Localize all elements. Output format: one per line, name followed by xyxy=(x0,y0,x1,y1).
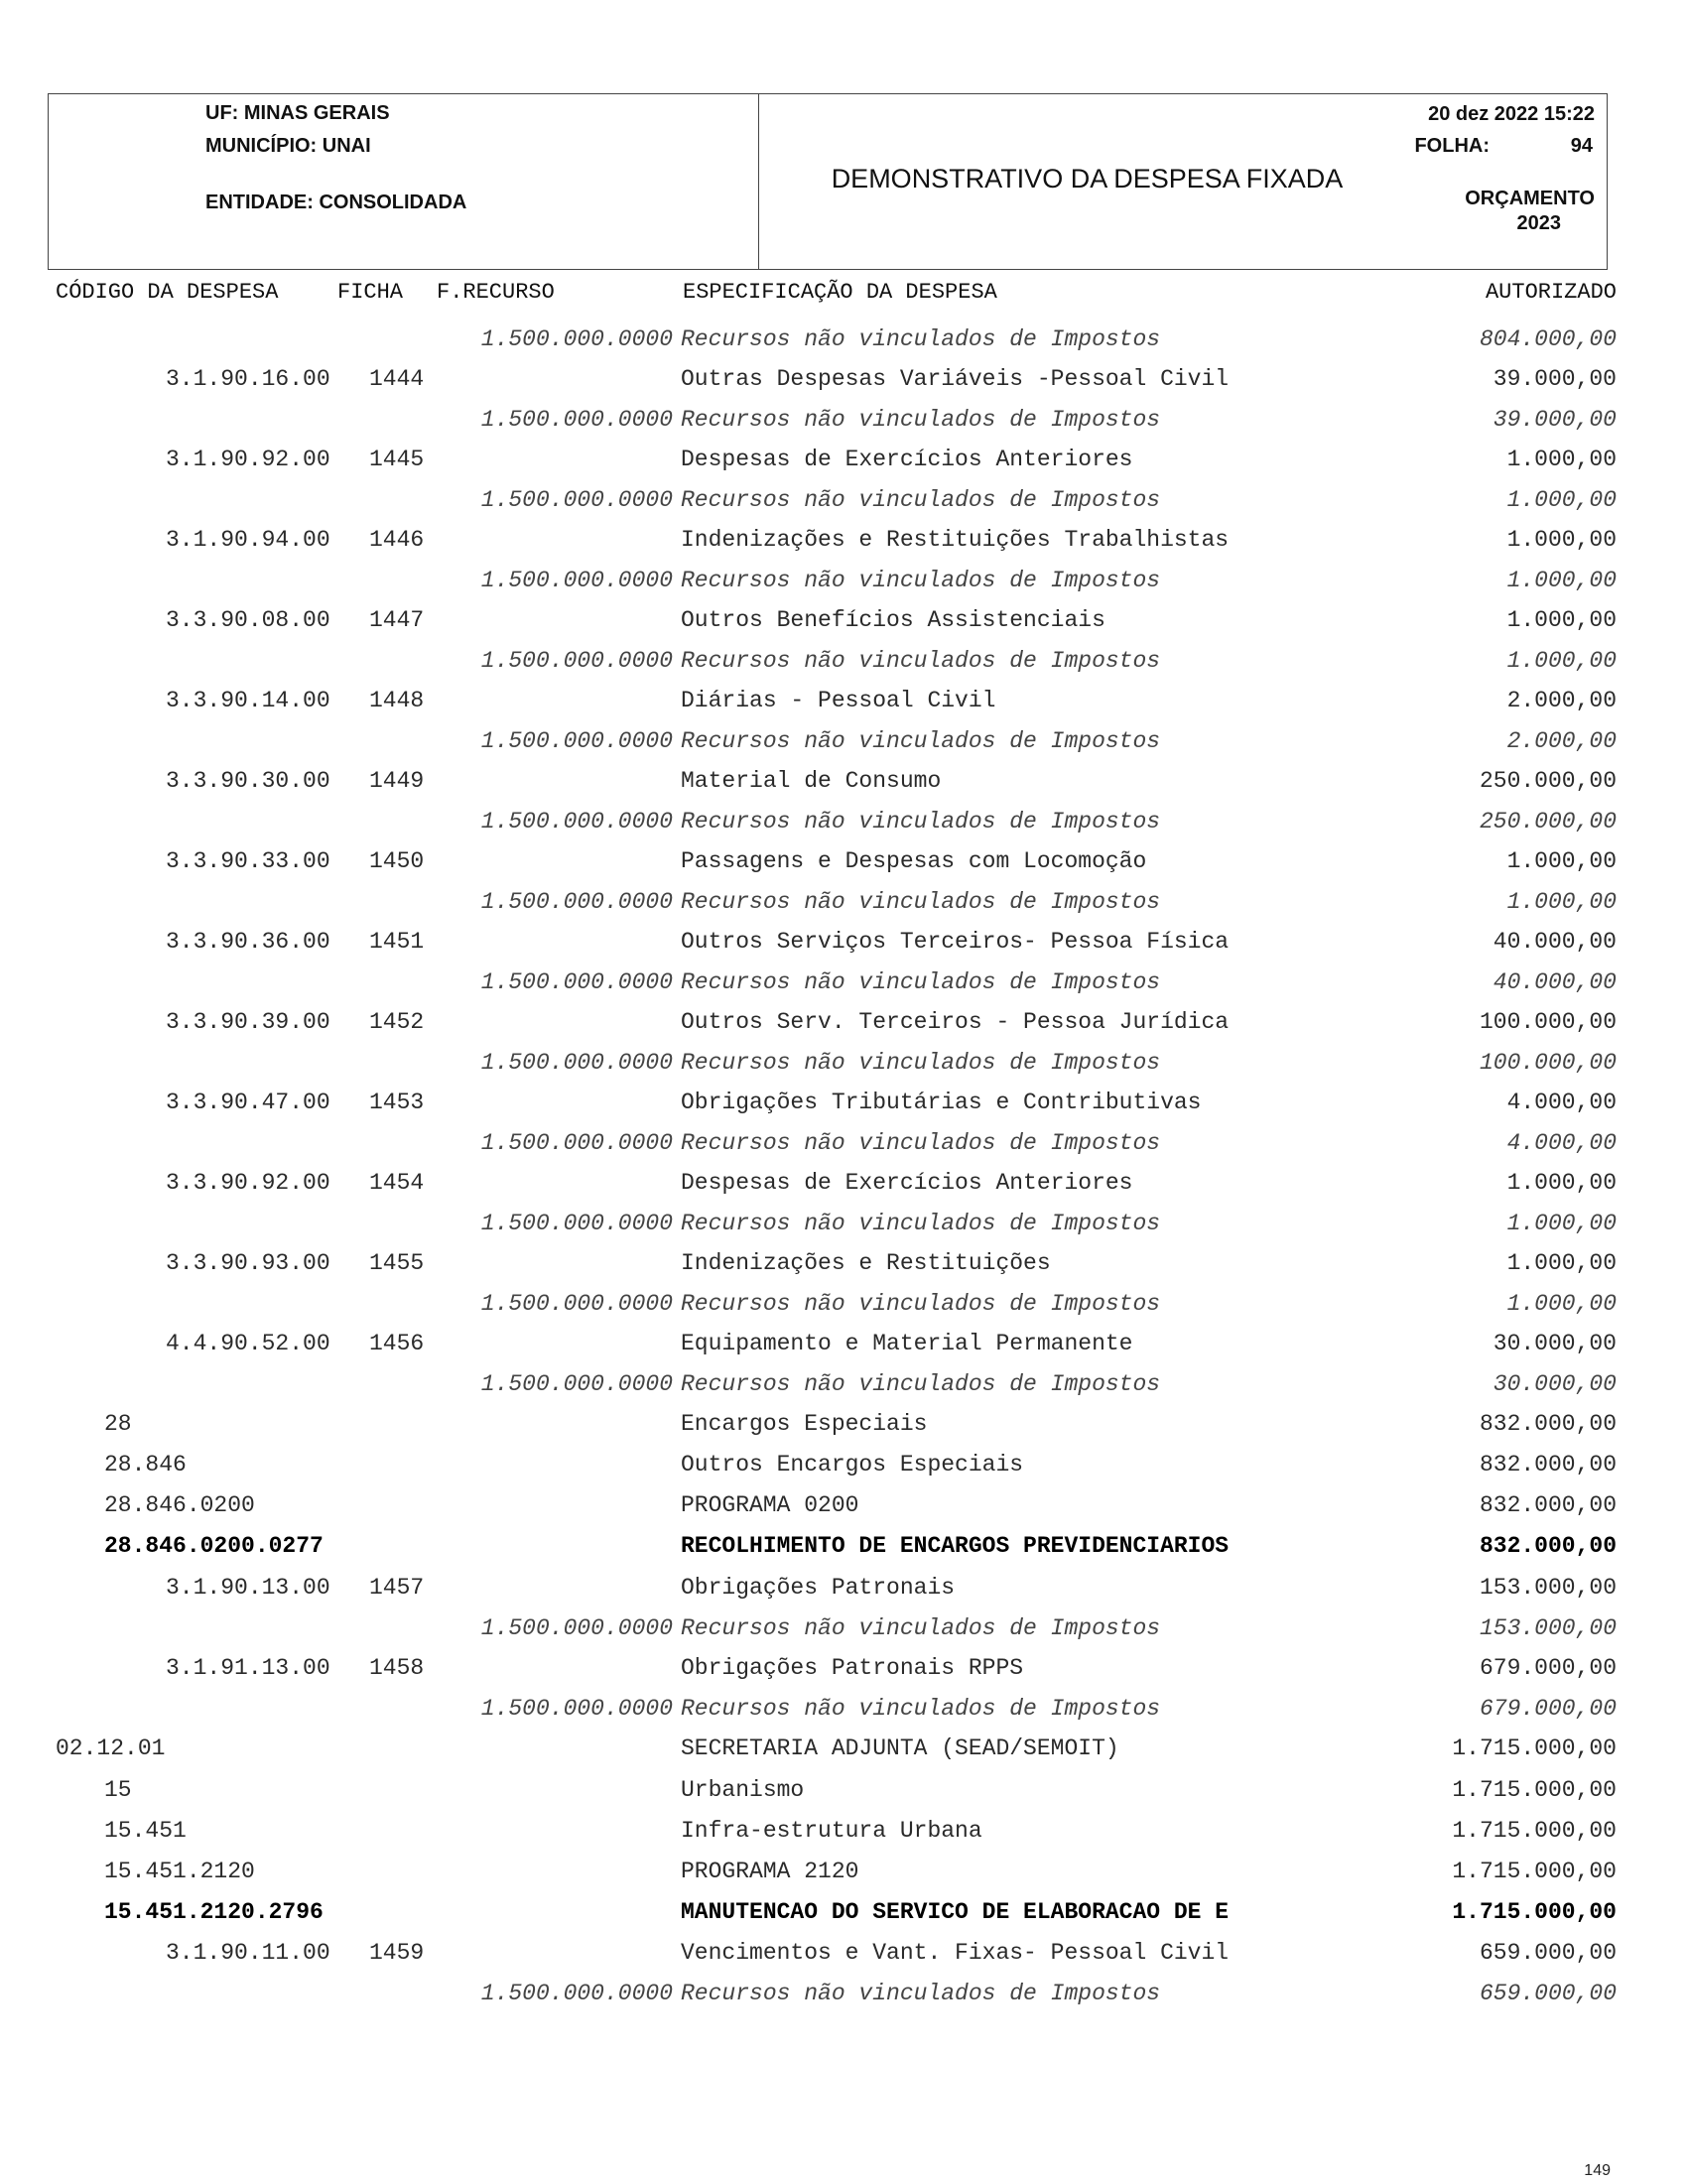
row-autorizado: 153.000,00 xyxy=(1479,1575,1617,1601)
row-code: 02.12.01 xyxy=(56,1735,166,1761)
row-autorizado: 832.000,00 xyxy=(1479,1533,1617,1559)
orcamento-label: ORÇAMENTO xyxy=(1465,188,1595,209)
row-autorizado: 4.000,00 xyxy=(1506,1090,1617,1115)
row-autorizado: 1.715.000,00 xyxy=(1452,1899,1617,1925)
row-ficha: 1446 xyxy=(369,527,425,553)
row-autorizado: 40.000,00 xyxy=(1493,969,1617,995)
row-especificacao: Indenizações e Restituições Trabalhistas xyxy=(681,527,1230,553)
column-header-codigo: CÓDIGO DA DESPESA xyxy=(56,280,279,305)
row-especificacao: RECOLHIMENTO DE ENCARGOS PREVIDENCIARIOS xyxy=(681,1533,1230,1559)
row-ficha: 1456 xyxy=(369,1331,425,1356)
row-code: 3.3.90.36.00 xyxy=(166,929,330,955)
row-ficha: 1452 xyxy=(369,1009,425,1035)
row-fonte-recurso: 1.500.000.0000 xyxy=(480,326,673,352)
row-especificacao: Obrigações Tributárias e Contributivas xyxy=(681,1090,1202,1115)
row-autorizado: 30.000,00 xyxy=(1493,1371,1617,1397)
table-row xyxy=(0,1445,1688,1484)
row-especificacao: Outros Encargos Especiais xyxy=(681,1452,1024,1477)
row-autorizado: 679.000,00 xyxy=(1479,1696,1617,1722)
row-code: 15 xyxy=(104,1777,132,1803)
row-fonte-recurso: 1.500.000.0000 xyxy=(480,1211,673,1236)
row-especificacao: Recursos não vinculados de Impostos xyxy=(681,1130,1161,1156)
row-fonte-recurso: 1.500.000.0000 xyxy=(480,568,673,593)
row-autorizado: 1.000,00 xyxy=(1506,848,1617,874)
table-row xyxy=(0,882,1688,922)
row-especificacao: Despesas de Exercícios Anteriores xyxy=(681,1170,1133,1196)
table-row xyxy=(0,1043,1688,1083)
row-autorizado: 1.000,00 xyxy=(1506,1211,1617,1236)
row-autorizado: 679.000,00 xyxy=(1479,1655,1617,1681)
row-code: 3.3.90.39.00 xyxy=(166,1009,330,1035)
row-autorizado: 1.000,00 xyxy=(1506,447,1617,472)
row-code: 28 xyxy=(104,1411,132,1437)
table-row xyxy=(0,1974,1688,2013)
row-autorizado: 1.715.000,00 xyxy=(1452,1818,1617,1844)
row-especificacao: Outros Serviços Terceiros- Pessoa Física xyxy=(681,929,1230,955)
row-especificacao: Recursos não vinculados de Impostos xyxy=(681,1981,1161,2006)
table-row xyxy=(0,1002,1688,1042)
table-row xyxy=(0,520,1688,560)
row-ficha: 1450 xyxy=(369,848,425,874)
table-row xyxy=(0,1123,1688,1163)
row-fonte-recurso: 1.500.000.0000 xyxy=(480,1130,673,1156)
row-especificacao: Despesas de Exercícios Anteriores xyxy=(681,447,1133,472)
row-code: 3.3.90.93.00 xyxy=(166,1250,330,1276)
row-code: 3.1.90.13.00 xyxy=(166,1575,330,1601)
row-code: 28.846.0200 xyxy=(104,1492,255,1518)
table-row xyxy=(0,721,1688,761)
table-row xyxy=(0,480,1688,520)
row-especificacao: Recursos não vinculados de Impostos xyxy=(681,326,1161,352)
table-row xyxy=(0,359,1688,399)
row-autorizado: 1.000,00 xyxy=(1506,527,1617,553)
row-especificacao: Diárias - Pessoal Civil xyxy=(681,688,996,713)
row-code: 3.1.90.94.00 xyxy=(166,527,330,553)
row-especificacao: Recursos não vinculados de Impostos xyxy=(681,969,1161,995)
table-row xyxy=(0,1243,1688,1283)
row-code: 3.3.90.47.00 xyxy=(166,1090,330,1115)
row-autorizado: 40.000,00 xyxy=(1493,929,1617,955)
row-especificacao: Vencimentos e Vant. Fixas- Pessoal Civil xyxy=(681,1940,1230,1966)
municipio-label: MUNICÍPIO: UNAI xyxy=(205,135,371,157)
table-row xyxy=(0,1284,1688,1324)
column-header-autorizado: AUTORIZADO xyxy=(1485,280,1617,305)
row-especificacao: Equipamento e Material Permanente xyxy=(681,1331,1133,1356)
row-ficha: 1449 xyxy=(369,768,425,794)
row-code: 15.451.2120 xyxy=(104,1859,255,1884)
table-row xyxy=(0,641,1688,681)
row-autorizado: 1.000,00 xyxy=(1506,607,1617,633)
row-especificacao: Indenizações e Restituições xyxy=(681,1250,1051,1276)
row-especificacao: PROGRAMA 0200 xyxy=(681,1492,859,1518)
row-ficha: 1447 xyxy=(369,607,425,633)
table-row xyxy=(0,761,1688,801)
table-row xyxy=(0,1204,1688,1243)
row-autorizado: 659.000,00 xyxy=(1479,1981,1617,2006)
row-ficha: 1459 xyxy=(369,1940,425,1966)
row-fonte-recurso: 1.500.000.0000 xyxy=(480,407,673,433)
table-row xyxy=(0,1568,1688,1607)
table-row xyxy=(0,1364,1688,1404)
table-row xyxy=(0,963,1688,1002)
uf-label: UF: MINAS GERAIS xyxy=(205,102,390,124)
row-code: 3.3.90.08.00 xyxy=(166,607,330,633)
row-especificacao: Material de Consumo xyxy=(681,768,942,794)
row-fonte-recurso: 1.500.000.0000 xyxy=(480,969,673,995)
row-ficha: 1453 xyxy=(369,1090,425,1115)
table-row xyxy=(0,561,1688,600)
row-fonte-recurso: 1.500.000.0000 xyxy=(480,1371,673,1397)
table-row xyxy=(0,440,1688,479)
row-autorizado: 2.000,00 xyxy=(1506,728,1617,754)
row-especificacao: Urbanismo xyxy=(681,1777,805,1803)
row-fonte-recurso: 1.500.000.0000 xyxy=(480,889,673,915)
row-ficha: 1448 xyxy=(369,688,425,713)
row-especificacao: Encargos Especiais xyxy=(681,1411,928,1437)
row-autorizado: 1.000,00 xyxy=(1506,568,1617,593)
row-especificacao: Obrigações Patronais RPPS xyxy=(681,1655,1024,1681)
row-fonte-recurso: 1.500.000.0000 xyxy=(480,728,673,754)
report-header xyxy=(48,93,1608,270)
row-autorizado: 250.000,00 xyxy=(1479,768,1617,794)
table-row xyxy=(0,400,1688,440)
row-especificacao: Recursos não vinculados de Impostos xyxy=(681,1291,1161,1317)
row-especificacao: Passagens e Despesas com Locomoção xyxy=(681,848,1147,874)
row-especificacao: Outros Serv. Terceiros - Pessoa Jurídica xyxy=(681,1009,1230,1035)
row-fonte-recurso: 1.500.000.0000 xyxy=(480,1291,673,1317)
row-autorizado: 39.000,00 xyxy=(1493,366,1617,392)
row-fonte-recurso: 1.500.000.0000 xyxy=(480,648,673,674)
row-code: 3.1.91.13.00 xyxy=(166,1655,330,1681)
table-row xyxy=(0,802,1688,841)
row-ficha: 1457 xyxy=(369,1575,425,1601)
row-especificacao: Outras Despesas Variáveis -Pessoal Civil xyxy=(681,366,1230,392)
row-ficha: 1455 xyxy=(369,1250,425,1276)
row-fonte-recurso: 1.500.000.0000 xyxy=(480,1696,673,1722)
row-especificacao: Recursos não vinculados de Impostos xyxy=(681,407,1161,433)
row-especificacao: Obrigações Patronais xyxy=(681,1575,956,1601)
table-row xyxy=(0,1852,1688,1891)
table-row xyxy=(0,1608,1688,1648)
row-especificacao: Recursos não vinculados de Impostos xyxy=(681,1050,1161,1076)
row-especificacao: Recursos não vinculados de Impostos xyxy=(681,648,1161,674)
row-code: 4.4.90.52.00 xyxy=(166,1331,330,1356)
row-especificacao: SECRETARIA ADJUNTA (SEAD/SEMOIT) xyxy=(681,1735,1119,1761)
row-autorizado: 832.000,00 xyxy=(1479,1452,1617,1477)
column-header-especificacao: ESPECIFICAÇÃO DA DESPESA xyxy=(683,280,997,305)
row-autorizado: 1.000,00 xyxy=(1506,1170,1617,1196)
row-especificacao: MANUTENCAO DO SERVICO DE ELABORACAO DE E xyxy=(681,1899,1230,1925)
row-code: 3.3.90.33.00 xyxy=(166,848,330,874)
row-especificacao: Recursos não vinculados de Impostos xyxy=(681,728,1161,754)
table-row xyxy=(0,1083,1688,1122)
row-autorizado: 832.000,00 xyxy=(1479,1492,1617,1518)
row-especificacao: Outros Benefícios Assistenciais xyxy=(681,607,1105,633)
row-especificacao: Recursos não vinculados de Impostos xyxy=(681,1371,1161,1397)
table-row xyxy=(0,1729,1688,1768)
row-especificacao: PROGRAMA 2120 xyxy=(681,1859,859,1884)
table-row xyxy=(0,1163,1688,1203)
page-number: 149 xyxy=(1584,2162,1611,2179)
document-title: DEMONSTRATIVO DA DESPESA FIXADA xyxy=(831,164,1344,193)
row-especificacao: Recursos não vinculados de Impostos xyxy=(681,1211,1161,1236)
column-header-recurso: F.RECURSO xyxy=(437,280,555,305)
row-fonte-recurso: 1.500.000.0000 xyxy=(480,809,673,835)
row-especificacao: Recursos não vinculados de Impostos xyxy=(681,568,1161,593)
column-header-ficha: FICHA xyxy=(337,280,404,305)
row-especificacao: Recursos não vinculados de Impostos xyxy=(681,809,1161,835)
row-autorizado: 1.715.000,00 xyxy=(1452,1777,1617,1803)
row-especificacao: Recursos não vinculados de Impostos xyxy=(681,1696,1161,1722)
row-code: 3.1.90.16.00 xyxy=(166,366,330,392)
table-row xyxy=(0,681,1688,720)
row-autorizado: 1.000,00 xyxy=(1506,1291,1617,1317)
row-ficha: 1451 xyxy=(369,929,425,955)
table-row xyxy=(0,1811,1688,1851)
row-fonte-recurso: 1.500.000.0000 xyxy=(480,1981,673,2006)
row-autorizado: 1.000,00 xyxy=(1506,648,1617,674)
row-autorizado: 659.000,00 xyxy=(1479,1940,1617,1966)
row-autorizado: 153.000,00 xyxy=(1479,1615,1617,1641)
report-datetime: 20 dez 2022 15:22 xyxy=(1428,103,1595,125)
row-code: 3.3.90.92.00 xyxy=(166,1170,330,1196)
row-code: 28.846.0200.0277 xyxy=(104,1533,324,1559)
row-autorizado: 4.000,00 xyxy=(1506,1130,1617,1156)
table-row xyxy=(0,841,1688,881)
row-autorizado: 100.000,00 xyxy=(1479,1009,1617,1035)
row-especificacao: Recursos não vinculados de Impostos xyxy=(681,1615,1161,1641)
table-row xyxy=(0,1689,1688,1729)
row-especificacao: Recursos não vinculados de Impostos xyxy=(681,487,1161,513)
row-autorizado: 1.000,00 xyxy=(1506,1250,1617,1276)
row-ficha: 1444 xyxy=(369,366,425,392)
table-row xyxy=(0,320,1688,359)
row-code: 15.451.2120.2796 xyxy=(104,1899,324,1925)
table-row xyxy=(0,1526,1688,1566)
row-autorizado: 832.000,00 xyxy=(1479,1411,1617,1437)
row-code: 3.3.90.30.00 xyxy=(166,768,330,794)
row-autorizado: 1.715.000,00 xyxy=(1452,1859,1617,1884)
table-row xyxy=(0,1892,1688,1932)
row-autorizado: 1.715.000,00 xyxy=(1452,1735,1617,1761)
row-ficha: 1458 xyxy=(369,1655,425,1681)
row-code: 3.3.90.14.00 xyxy=(166,688,330,713)
row-autorizado: 804.000,00 xyxy=(1479,326,1617,352)
row-fonte-recurso: 1.500.000.0000 xyxy=(480,1615,673,1641)
folha-label: FOLHA: xyxy=(1414,135,1490,157)
folha-number: 94 xyxy=(1570,135,1593,157)
row-especificacao: Infra-estrutura Urbana xyxy=(681,1818,982,1844)
row-ficha: 1454 xyxy=(369,1170,425,1196)
table-row xyxy=(0,1404,1688,1444)
row-autorizado: 100.000,00 xyxy=(1479,1050,1617,1076)
table-row xyxy=(0,1933,1688,1973)
row-autorizado: 1.000,00 xyxy=(1506,889,1617,915)
row-autorizado: 250.000,00 xyxy=(1479,809,1617,835)
row-code: 3.1.90.11.00 xyxy=(166,1940,330,1966)
table-row xyxy=(0,1485,1688,1525)
table-row xyxy=(0,600,1688,640)
row-ficha: 1445 xyxy=(369,447,425,472)
row-code: 28.846 xyxy=(104,1452,187,1477)
row-fonte-recurso: 1.500.000.0000 xyxy=(480,487,673,513)
row-code: 3.1.90.92.00 xyxy=(166,447,330,472)
row-autorizado: 30.000,00 xyxy=(1493,1331,1617,1356)
table-row xyxy=(0,1770,1688,1810)
orcamento-year: 2023 xyxy=(1516,212,1561,234)
row-autorizado: 39.000,00 xyxy=(1493,407,1617,433)
row-especificacao: Recursos não vinculados de Impostos xyxy=(681,889,1161,915)
table-row xyxy=(0,922,1688,962)
row-fonte-recurso: 1.500.000.0000 xyxy=(480,1050,673,1076)
row-code: 15.451 xyxy=(104,1818,187,1844)
table-row xyxy=(0,1324,1688,1363)
row-autorizado: 1.000,00 xyxy=(1506,487,1617,513)
table-row xyxy=(0,1648,1688,1688)
entidade-label: ENTIDADE: CONSOLIDADA xyxy=(205,192,467,213)
row-autorizado: 2.000,00 xyxy=(1506,688,1617,713)
